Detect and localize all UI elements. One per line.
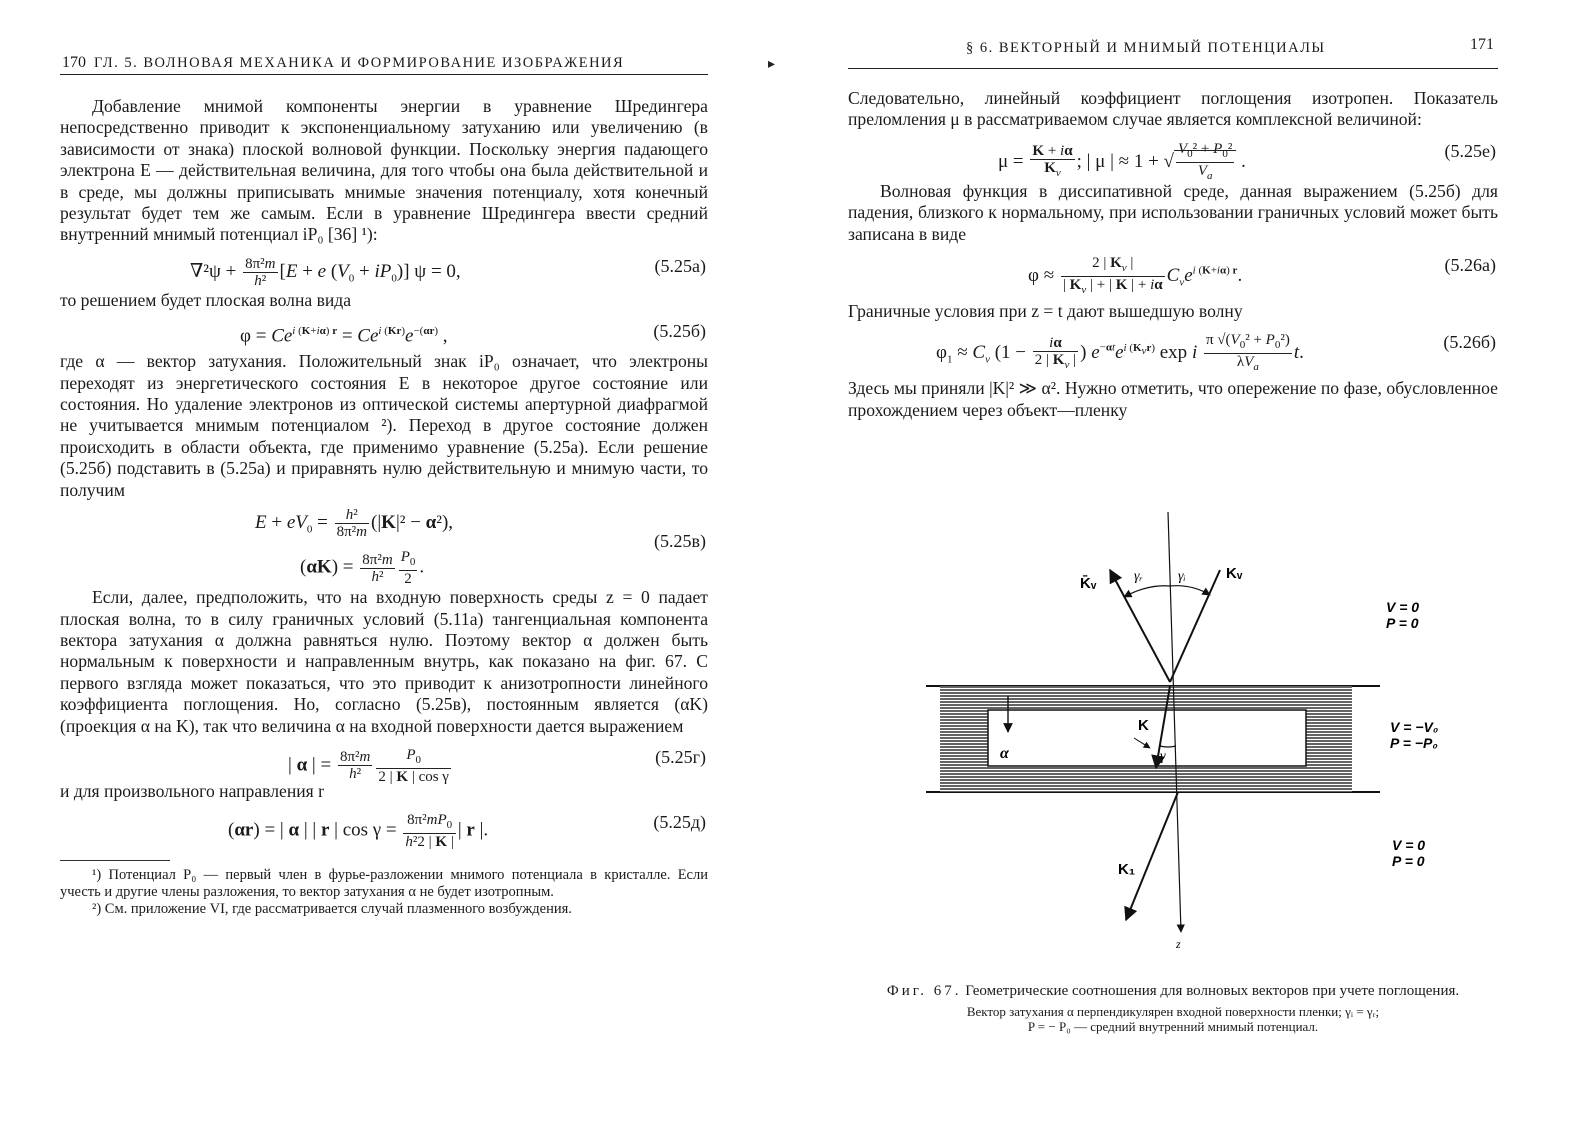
caption-sub-1: Вектор затухания α перпендикулярен входной поверхности пленки; γᵢ = γᵣ; — [966, 1004, 1380, 1019]
label-gamma: γ — [1160, 749, 1166, 764]
right-page-number: 171 — [1470, 36, 1494, 53]
eq-number-5-25d: (5.25д) — [653, 812, 706, 833]
gamma-r-arc — [1124, 586, 1170, 597]
equation-5-25a: ∇²ψ + $\frac{\text{8π²m}}{\text{h²}}$ [E + e $(V_0 + iP_0)$] ψ = 0, (5.25а) — [190, 255, 706, 289]
caption-sub-2: P = − P₀ — средний внутренний мнимый потенциал. — [1027, 1019, 1319, 1034]
label-k1: K₁ — [1118, 861, 1136, 878]
footnote-1: ¹) Потенциал P₀ — первый член в фурье-разложении мнимого потенциала в кристалле. Если учесть и другие члены разложения, то вектор затухания α не будет изотропным. — [60, 867, 708, 901]
eq-number-5-25g: (5.25г) — [655, 746, 706, 767]
eq-number-5-25e: (5.25е) — [1444, 140, 1496, 161]
gamma-i-arc — [1170, 586, 1210, 595]
label-k: K — [1138, 717, 1149, 734]
label-mid-p: P = −P₀ — [1390, 735, 1438, 751]
left-text-5: и для произвольного направления r — [60, 780, 325, 801]
right-running-head — [848, 36, 1498, 69]
equation-5-26b: $\varphi_1 \approx C_v$ (1 − $\frac{i\alpha}{2 | K_v |}$ ) $e^{-\alpha t}e^{i (K_vr)}$ exp i $\frac{\pi √(V_0^2 + P_0^2)}{\lambda V_a}$ t. (5.26б) — [936, 332, 1496, 374]
figure-67-caption — [848, 982, 1498, 1034]
figure-67-diagram — [848, 500, 1498, 950]
footnote-2: ²) См. приложение VI, где рассматривается случай плазменного возбуждения. — [92, 901, 572, 918]
equation-5-25g: | α | = $\frac{\text{8π²m}}{\text{h²}}$ $\frac{P_0}{\text{2 | K | cos γ}}$ (5.25г) — [288, 746, 706, 785]
label-bot-v: V = 0 — [1392, 837, 1426, 853]
eq-number-5-25a: (5.25а) — [654, 255, 706, 276]
label-z: z — [1176, 937, 1181, 950]
left-text-2: то решением будет плоская волна вида — [60, 289, 352, 310]
label-bot-p: P = 0 — [1392, 853, 1425, 869]
eq-number-5-26b: (5.26б) — [1443, 332, 1496, 353]
label-mid-v: V = −V₀ — [1390, 719, 1439, 735]
right-text-3: Граничные условия при z = t дают вышедшую волну — [848, 301, 1243, 322]
caption-main: Геометрические соотношения для волновых векторов при учете поглощения. — [965, 983, 1460, 999]
kv-bar-vector — [1110, 570, 1170, 682]
left-para-4: Если, далее, предположить, что на входную поверхность среды z = 0 падает плоская волна, то в силу граничных условий (5.11а) тангенциальная компонента вектора затухания α должна равняться нулю. Поэтому вектор α должен быть нормальным к поверхности и направленным внутрь, как показано на фиг. 67. С первого взгляда может показаться, что это приводит к анизотропности линейного коэффициента поглощения. Но, согласно (5.25в), постоянным является (αK) (проекция α на K), так что величина α на входной поверхности дается выражением — [60, 587, 708, 736]
equation-5-25d: (αr) = | α | | r | cos γ = $\frac{8\pi^2mP_0}{\text{h²2 | K |}}$ | r |. (5.25д) — [228, 812, 706, 851]
equation-5-26a: φ ≈ $\frac{2 | K_v |}{| K_v | + | K | + i\alpha}$ $C_ve^{i (K+i\alpha) r}$. (5.26а) — [1028, 255, 1496, 297]
eq-number-5-26a: (5.26а) — [1444, 255, 1496, 276]
right-body-top — [848, 88, 1498, 421]
label-alpha: α — [1000, 745, 1009, 762]
eq-number-5-25v: (5.25в) — [654, 531, 706, 552]
gutter-mark: ▸ — [768, 57, 776, 72]
label-top-v: V = 0 — [1386, 599, 1420, 615]
right-running-head-text: § 6. ВЕКТОРНЫЙ И МНИМЫЙ ПОТЕНЦИАЛЫ — [966, 40, 1326, 56]
caption-prefix: Фиг. 67. — [886, 983, 962, 999]
right-para-4: Здесь мы приняли |K|² ≫ α². Нужно отметить, что опережение по фазе, обусловленное прохождением через объект—пленку — [848, 378, 1498, 420]
left-page-number: 170 — [62, 54, 86, 71]
left-para-1: Добавление мнимой компоненты энергии в уравнение Шредингера непосредственно приводит к экспоненциальному затуханию или увеличению (в зависимости от знака) плоской волновой функции. Поскольку энергия падающего электрона E — действительная величина, для того чтобы она была действительной и в среде, мы должны приписывать мнимые значения потенциалу, хотя конечный результат будет тем же самым. Если в уравнение Шредингера ввести средний внутренний мнимый потенциал iP₀ [36] ¹): — [60, 96, 708, 245]
equation-5-25v: $E + eV_0$ = $\frac{\text{h²}}{\text{8π²m}}$ (|K|² − α²), (αK) = $\frac{\text{8π²m}}{\text{h²}}$ $\frac{P_0}{2}$ . (5.25в) — [255, 507, 706, 588]
label-gamma-r: γᵣ — [1134, 569, 1143, 584]
right-para-2: Волновая функция в диссипативной среде, данная выражением (5.25б) для падения, близкого к нормальному, при использовании граничных условий может быть записана в виде — [848, 180, 1498, 244]
label-gamma-i: γᵢ — [1178, 569, 1186, 584]
footnotes — [60, 867, 708, 918]
left-para-3: где α — вектор затухания. Положительный знак iP₀ означает, что электроны переходят из энергетического состояния E в некоторое другое состояние или состояния. Но удаление электронов из оптической системы апертурной диафрагмой не учитывается мнимым потенциалом ²). Переход в другое состояние должен происходить в области объекта, где применимо уравнение (5.25а). Если решение (5.25б) подставить в (5.25а) и приравнять нулю действительную и мнимую части, то получим — [60, 351, 708, 500]
eq-number-5-25b: (5.25б) — [653, 321, 706, 342]
equation-5-25b: $\varphi = Ce^{i (K+i\alpha) r} = Ce^{i (Kr)}e^{-(\alpha r)}$ , (5.25б) — [240, 321, 706, 347]
left-body — [60, 96, 708, 918]
label-kv-bar: K̄ᵥ — [1080, 575, 1097, 592]
right-para-1: Следовательно, линейный коэффициент поглощения изотропен. Показатель преломления μ в рассматриваемом случае является комплексной величиной: — [848, 88, 1498, 130]
label-kv: Kᵥ — [1226, 565, 1243, 582]
film-slab — [926, 686, 1380, 792]
left-running-head — [60, 50, 708, 75]
k1-vector — [1126, 792, 1178, 920]
footnote-rule — [60, 860, 170, 861]
left-running-head-text: ГЛ. 5. ВОЛНОВАЯ МЕХАНИКА И ФОРМИРОВАНИЕ ИЗОБРАЖЕНИЯ — [94, 55, 625, 71]
label-top-p: P = 0 — [1386, 615, 1419, 631]
kv-vector — [1170, 570, 1220, 682]
equation-5-25e: μ = $\frac{K + i\alpha}{K_v}$ ; | μ | ≈ 1 + √ $\frac{V_0^2 + P_0^2}{V_a}$ . (5.25е) — [998, 140, 1496, 182]
